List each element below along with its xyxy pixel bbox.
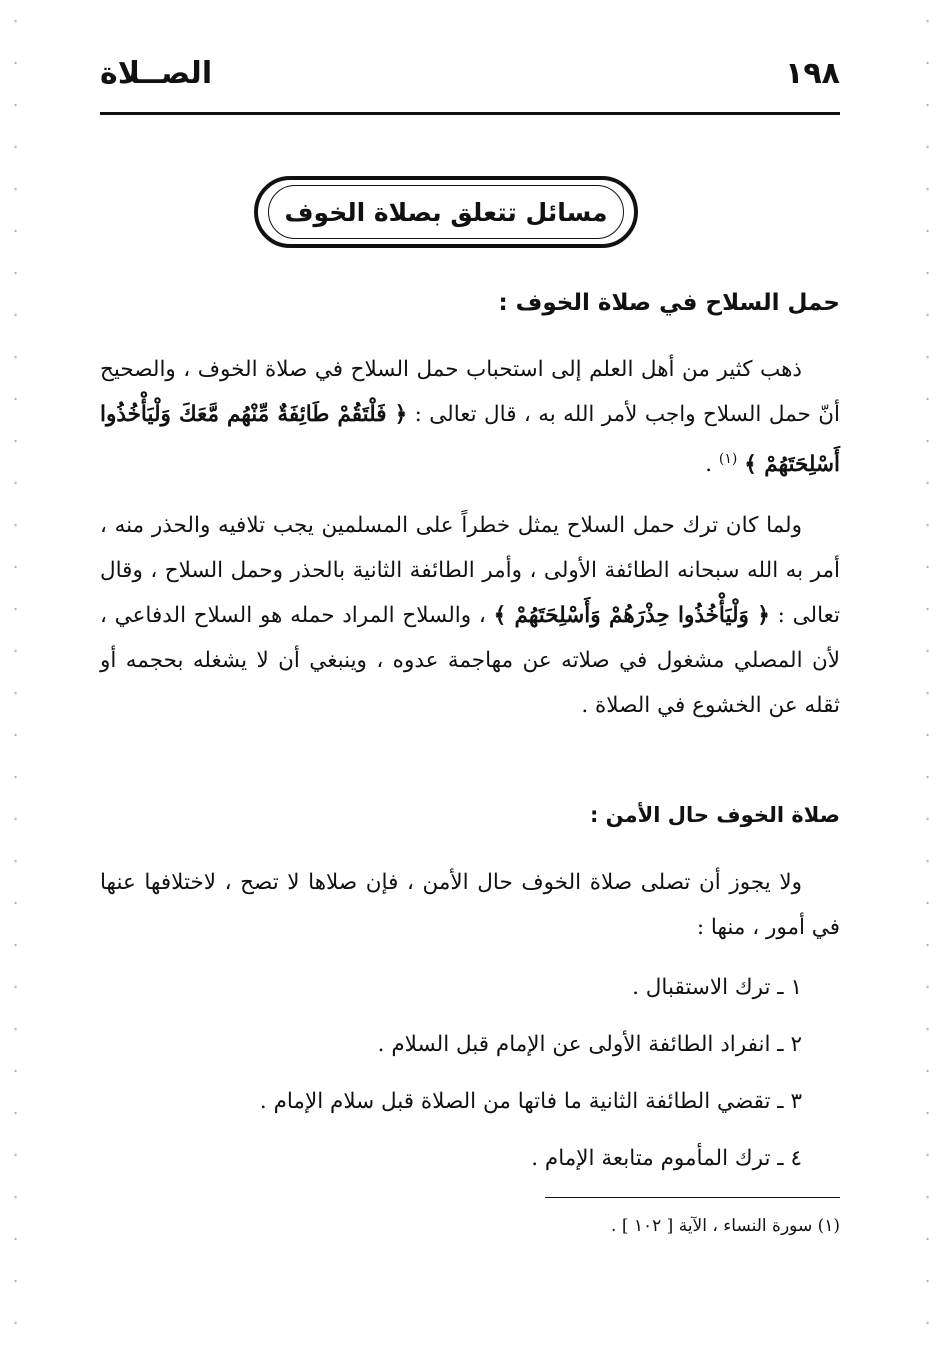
paragraph-3-block — [100, 860, 840, 950]
section-security-state — [100, 803, 840, 827]
scan-edge-right — [926, 0, 929, 1354]
footnote-separator — [545, 1197, 840, 1198]
section-carrying-weapons — [100, 290, 840, 316]
paragraph-2-block — [100, 503, 840, 728]
footnote: (١) سورة النساء ، الآية [ ١٠٢ ] . — [611, 1216, 840, 1236]
section-heading: صلاة الخوف حال الأمن : — [589, 803, 840, 827]
chapter-title: مسائل تتعلق بصلاة الخوف — [284, 197, 608, 227]
page-number: ١٩٨ — [785, 56, 840, 91]
section-heading: حمل السلاح في صلاة الخوف : — [498, 290, 840, 316]
paragraph-text: ولما كان ترك حمل السلاح يمثل خطراً على المسلمين يجب تلافيه والحذر منه ، أمر به الله سبحانه الطائفة الأولى ، وأمر الطائفة الثانية بالحذر وحمل السلاح ، وقال تعالى : — [100, 513, 841, 628]
paragraph — [100, 860, 840, 950]
paragraph-text: ولا يجوز أن تصلى صلاة الخوف حال الأمن ، فإن صلاها لا تصح ، لاختلافها عنها في أمور ، منها : — [100, 870, 840, 940]
quran-verse: ﴿ وَلْيَأْخُذُوا حِذْرَهُمْ وَأَسْلِحَتَهُمْ ﴾ — [493, 603, 770, 628]
list-item: ٤ ـ ترك المأموم متابعة الإمام . — [531, 1146, 802, 1171]
numbered-list — [100, 965, 840, 1181]
scan-edge-left — [14, 0, 17, 1354]
list-item: ١ ـ ترك الاستقبال . — [632, 975, 802, 1000]
running-section-title: الصــلاة — [100, 56, 213, 91]
header-rule — [100, 112, 840, 115]
chapter-title-frame — [254, 176, 638, 248]
paragraph-text: . — [705, 452, 719, 478]
running-header — [100, 48, 840, 104]
paragraph-text: ، والسلاح المراد حمله هو السلاح الدفاعي ، لأن المصلي مشغول في صلاته عن مهاجمة عدوه ، وينبغي أن لا يشغله بحجمه أو ثقله عن الخشوع في الصلاة . — [100, 603, 840, 718]
list-item: ٢ ـ انفراد الطائفة الأولى عن الإمام قبل السلام . — [377, 1032, 802, 1057]
paragraph-text: ذهب كثير من أهل العلم إلى استحباب حمل السلاح في صلاة الخوف ، والصحيح أنّ حمل السلاح واجب لأمر الله به ، قال تعالى : — [100, 357, 840, 427]
list-item: ٣ ـ تقضي الطائفة الثانية ما فاتها من الصلاة قبل سلام الإمام . — [259, 1089, 802, 1114]
paragraph — [100, 347, 840, 487]
paragraph-1-block — [100, 347, 840, 487]
paragraph — [100, 503, 840, 728]
footnote-marker: (١) — [718, 451, 738, 467]
quran-verse: ﴿ فَلْتَقُمْ طَائِفَةٌ مِّنْهُم مَّعَكَ وَلْيَأْخُذُوا أَسْلِحَتَهُمْ ﴾ — [100, 402, 840, 478]
